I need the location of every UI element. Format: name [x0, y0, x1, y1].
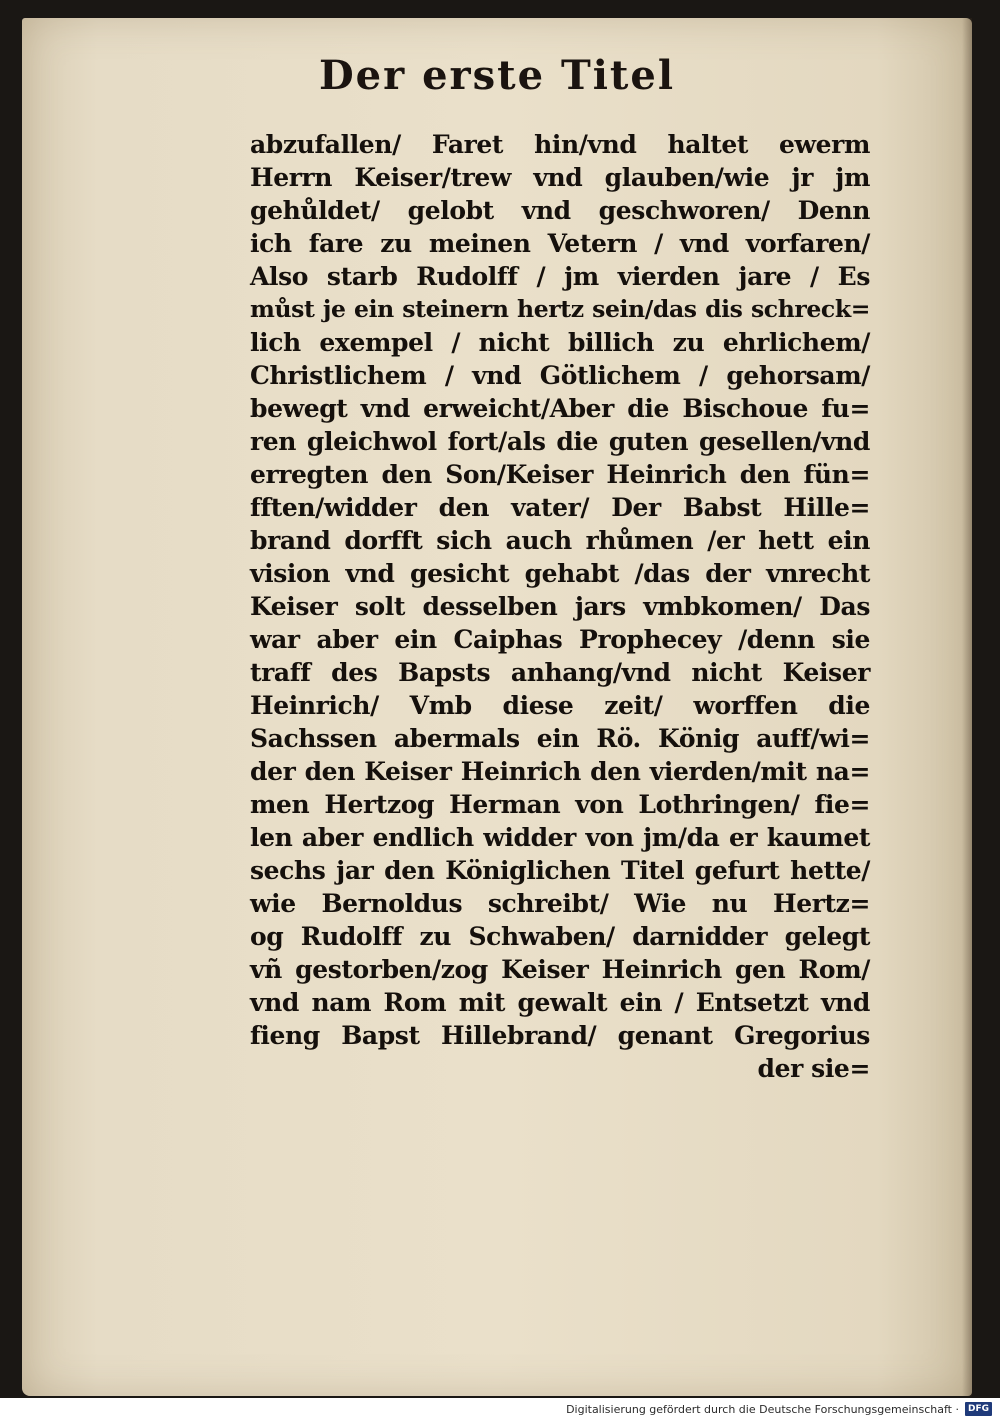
text-line: Sachssen abermals ein Rö. König auff/wi=: [250, 724, 870, 753]
text-line: lich exempel / nicht billich zu ehrlichem/: [250, 328, 870, 357]
text-line: můst je ein steinern hertz sein/das dis schreck=: [250, 295, 870, 323]
dfg-logo-icon: DFG: [965, 1402, 992, 1416]
body-text: [250, 128, 870, 1085]
text-line: fieng Bapst Hillebrand/ genant Gregorius: [250, 1021, 870, 1050]
text-line: len aber endlich widder von jm/da er kaumet: [250, 823, 870, 852]
text-line: traff des Bapsts anhang/vnd nicht Keiser: [250, 658, 870, 687]
footer-credit: Digitalisierung gefördert durch die Deutsche Forschungsgemeinschaft ·: [566, 1402, 959, 1416]
text-line: Herrn Keiser/trew vnd glauben/wie jr jm: [250, 163, 870, 192]
text-line: sechs jar den Königlichen Titel gefurt hette/: [250, 856, 870, 885]
text-line: bewegt vnd erweicht/Aber die Bischoue fu=: [250, 394, 870, 423]
text-line: og Rudolff zu Schwaben/ darnidder gelegt: [250, 922, 870, 951]
text-line: vñ gestorben/zog Keiser Heinrich gen Rom/: [250, 955, 870, 984]
text-line: wie Bernoldus schreibt/ Wie nu Hertz=: [250, 889, 870, 918]
text-line: war aber ein Caiphas Prophecey /denn sie: [250, 625, 870, 654]
text-line: Also starb Rudolff / jm vierden jare / Es: [250, 262, 870, 291]
text-line: Heinrich/ Vmb diese zeit/ worffen die: [250, 691, 870, 720]
text-line: Keiser solt desselben jars vmbkomen/ Das: [250, 592, 870, 621]
text-line: men Hertzog Herman von Lothringen/ fie=: [250, 790, 870, 819]
text-line: der den Keiser Heinrich den vierden/mit na=: [250, 757, 870, 786]
text-line: erregten den Son/Keiser Heinrich den fün=: [250, 460, 870, 489]
text-line: abzufallen/ Faret hin/vnd haltet ewerm: [250, 130, 870, 159]
text-line: der sie=: [757, 1054, 870, 1083]
text-line: vnd nam Rom mit gewalt ein / Entsetzt vnd: [250, 988, 870, 1017]
text-line: fften/widder den vater/ Der Babst Hille=: [250, 493, 870, 522]
running-head: Der erste Titel: [318, 52, 676, 99]
text-line: ich fare zu meinen Vetern / vnd vorfaren/: [250, 229, 870, 258]
book-page: [22, 18, 972, 1396]
text-line: ren gleichwol fort/als die guten gesellen/vnd: [250, 427, 870, 456]
text-line: gehůldet/ gelobt vnd geschworen/ Denn: [250, 196, 870, 225]
text-line: vision vnd gesicht gehabt /das der vnrecht: [250, 559, 870, 588]
text-line: brand dorfft sich auch rhůmen /er hett ein: [250, 526, 870, 555]
digitization-footer: [0, 1398, 1000, 1420]
text-line: Christlichem / vnd Götlichem / gehorsam/: [250, 361, 870, 390]
